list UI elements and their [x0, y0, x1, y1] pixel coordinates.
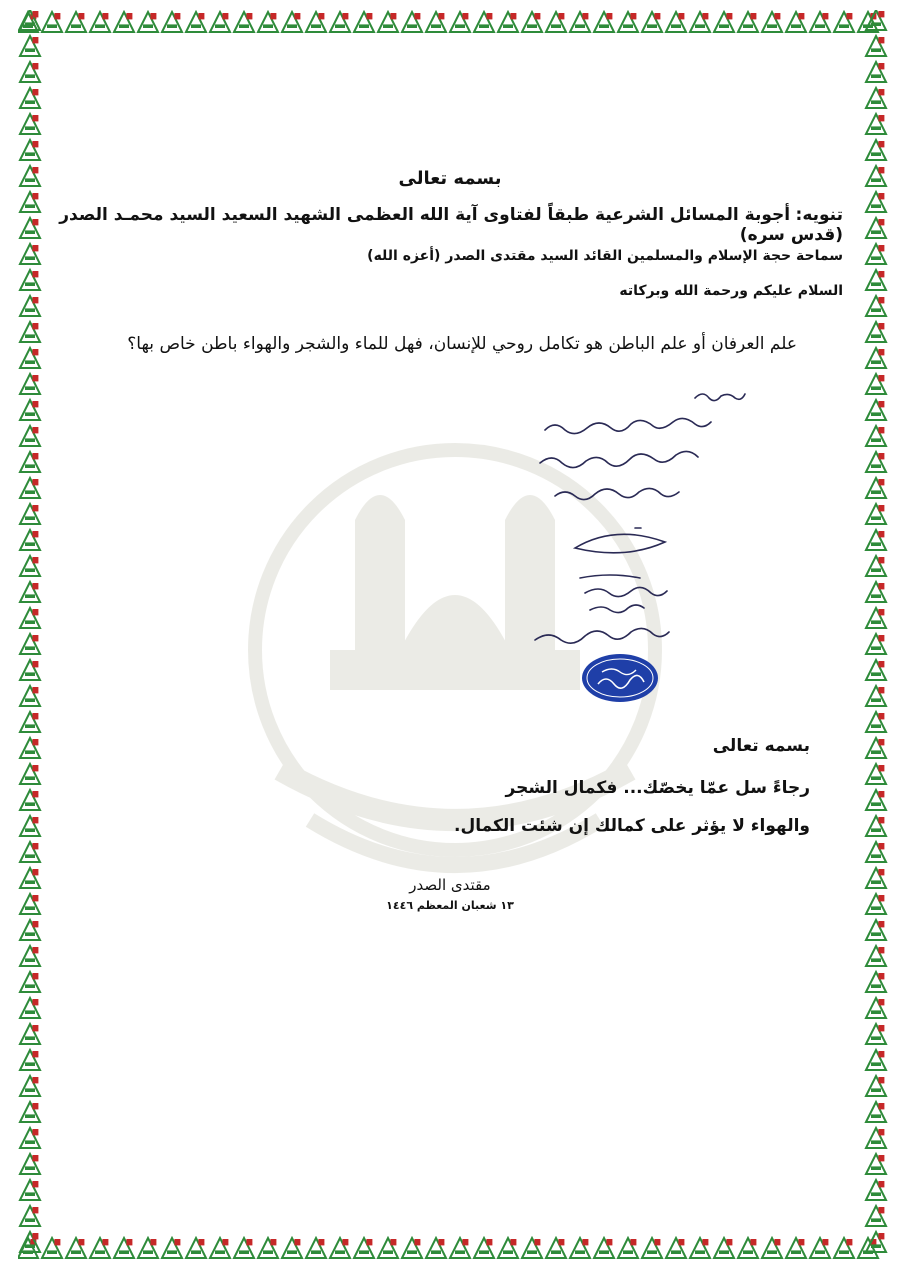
- border-motif: [20, 660, 40, 680]
- border-motif: [666, 1238, 686, 1258]
- border-motif: [866, 400, 886, 420]
- border-motif: [762, 1238, 782, 1258]
- border-motif: [282, 12, 302, 32]
- border-motif: [866, 686, 886, 706]
- notice-label: تنويه:: [795, 205, 843, 225]
- border-motif: [866, 36, 886, 56]
- border-motif: [20, 1076, 40, 1096]
- border-motif: [20, 1050, 40, 1070]
- addressee-line: سماحة حجة الإسلام والمسلمين القائد السيد مقتدى الصدر (أعزه الله): [367, 248, 843, 264]
- border-motif: [20, 322, 40, 342]
- border-motif: [690, 12, 710, 32]
- border-motif: [594, 1238, 614, 1258]
- border-motif: [20, 478, 40, 498]
- greeting-line: السلام عليكم ورحمة الله وبركاته: [619, 283, 843, 299]
- border-motif: [426, 1238, 446, 1258]
- border-motif: [866, 88, 886, 108]
- border-motif: [866, 556, 886, 576]
- border-motif: [474, 12, 494, 32]
- border-motif: [866, 1102, 886, 1122]
- border-motif: [20, 114, 40, 134]
- border-motif: [866, 166, 886, 186]
- border-motif: [866, 816, 886, 836]
- border-motif: [20, 686, 40, 706]
- border-motif: [306, 12, 326, 32]
- border-motif: [20, 452, 40, 472]
- border-motif: [570, 12, 590, 32]
- border-motif: [20, 920, 40, 940]
- border-motif: [866, 1232, 886, 1252]
- border-motif: [20, 1232, 40, 1252]
- border-motif: [20, 998, 40, 1018]
- border-motif: [866, 1024, 886, 1044]
- border-motif: [378, 12, 398, 32]
- border-motif: [866, 530, 886, 550]
- border-motif: [762, 12, 782, 32]
- border-motif: [866, 140, 886, 160]
- border-motif: [866, 244, 886, 264]
- border-motif: [450, 12, 470, 32]
- border-motif: [20, 634, 40, 654]
- seal-stamp: [580, 652, 660, 704]
- border-motif: [866, 842, 886, 862]
- document-basmala: بسمه تعالى: [398, 168, 502, 189]
- border-motif: [90, 1238, 110, 1258]
- border-motif: [330, 1238, 350, 1258]
- border-motif: [866, 1180, 886, 1200]
- border-motif: [866, 1128, 886, 1148]
- border-motif: [866, 192, 886, 212]
- border-motif: [866, 660, 886, 680]
- border-motif: [866, 764, 886, 784]
- border-motif: [866, 1050, 886, 1070]
- border-motif: [642, 12, 662, 32]
- border-motif: [354, 1238, 374, 1258]
- border-motif: [666, 12, 686, 32]
- border-motif: [354, 12, 374, 32]
- border-motif: [20, 88, 40, 108]
- border-motif: [866, 790, 886, 810]
- border-motif: [234, 12, 254, 32]
- border-motif: [20, 972, 40, 992]
- border-motif: [866, 62, 886, 82]
- border-motif: [138, 1238, 158, 1258]
- border-motif: [378, 1238, 398, 1258]
- border-motif: [866, 634, 886, 654]
- border-motif: [20, 1024, 40, 1044]
- border-motif: [866, 920, 886, 940]
- border-motif: [738, 12, 758, 32]
- border-motif: [786, 1238, 806, 1258]
- border-motif: [20, 374, 40, 394]
- border-motif: [866, 114, 886, 134]
- border-motif: [866, 712, 886, 732]
- border-motif: [20, 348, 40, 368]
- border-motif: [866, 478, 886, 498]
- border-motif: [20, 1206, 40, 1226]
- border-motif: [450, 1238, 470, 1258]
- border-motif: [866, 1154, 886, 1174]
- border-motif: [866, 946, 886, 966]
- border-motif: [738, 1238, 758, 1258]
- border-motif: [402, 12, 422, 32]
- typed-reply-line: والهواء لا يؤثر على كمالك إن شئت الكمال.: [454, 816, 810, 836]
- border-motif: [20, 270, 40, 290]
- border-motif: [866, 296, 886, 316]
- border-motif: [162, 1238, 182, 1258]
- border-motif: [20, 1180, 40, 1200]
- border-motif: [866, 998, 886, 1018]
- border-motif: [20, 868, 40, 888]
- border-motif: [20, 1154, 40, 1174]
- border-motif: [210, 12, 230, 32]
- border-motif: [20, 842, 40, 862]
- border-motif: [834, 1238, 854, 1258]
- border-motif: [426, 12, 446, 32]
- border-motif: [866, 452, 886, 472]
- border-motif: [402, 1238, 422, 1258]
- border-motif: [20, 218, 40, 238]
- border-motif: [522, 12, 542, 32]
- border-motif: [186, 1238, 206, 1258]
- border-motif: [810, 12, 830, 32]
- border-motif: [714, 1238, 734, 1258]
- border-motif: [866, 322, 886, 342]
- border-motif: [42, 1238, 62, 1258]
- signature-date: ١٣ شعبان المعظم ١٤٤٦: [386, 899, 514, 912]
- border-motif: [20, 166, 40, 186]
- border-motif: [20, 582, 40, 602]
- border-motif: [20, 946, 40, 966]
- border-motif: [866, 348, 886, 368]
- border-motif: [20, 140, 40, 160]
- border-motif: [282, 1238, 302, 1258]
- border-motif: [866, 218, 886, 238]
- border-motif: [186, 12, 206, 32]
- decorative-border-right: [864, 10, 888, 1260]
- border-motif: [330, 12, 350, 32]
- signature-name: مقتدى الصدر: [409, 876, 491, 894]
- question-text: علم العرفان أو علم الباطن هو تكامل روحي للإنسان، فهل للماء والشجر والهواء باطن خاص بها؟: [127, 334, 797, 354]
- border-motif: [20, 244, 40, 264]
- border-motif: [866, 270, 886, 290]
- border-motif: [810, 1238, 830, 1258]
- border-motif: [20, 1102, 40, 1122]
- border-motif: [20, 1128, 40, 1148]
- border-motif: [498, 12, 518, 32]
- border-motif: [20, 530, 40, 550]
- border-motif: [20, 36, 40, 56]
- border-motif: [20, 10, 40, 30]
- border-motif: [20, 790, 40, 810]
- border-motif: [20, 816, 40, 836]
- border-motif: [866, 1076, 886, 1096]
- border-motif: [162, 12, 182, 32]
- handwritten-reply: [525, 378, 775, 648]
- border-motif: [866, 504, 886, 524]
- border-motif: [20, 400, 40, 420]
- notice-body: أجوبة المسائل الشرعية طبقاً لفتاوى آية الله العظمى الشهيد السعيد السيد محمـد الصدر (قدس سره): [59, 205, 843, 245]
- border-motif: [786, 12, 806, 32]
- border-motif: [20, 426, 40, 446]
- border-motif: [210, 1238, 230, 1258]
- border-motif: [866, 894, 886, 914]
- border-motif: [866, 426, 886, 446]
- border-motif: [114, 1238, 134, 1258]
- border-motif: [866, 608, 886, 628]
- border-motif: [306, 1238, 326, 1258]
- notice-paragraph: [53, 205, 843, 245]
- border-motif: [20, 608, 40, 628]
- border-motif: [258, 1238, 278, 1258]
- border-motif: [20, 738, 40, 758]
- border-motif: [570, 1238, 590, 1258]
- decorative-border-top: [18, 10, 888, 34]
- border-motif: [90, 12, 110, 32]
- border-motif: [20, 296, 40, 316]
- typed-reply-line: رجاءً سل عمّا يخصّك... فكمال الشجر: [505, 778, 810, 798]
- border-motif: [20, 894, 40, 914]
- border-motif: [690, 1238, 710, 1258]
- border-motif: [234, 1238, 254, 1258]
- border-motif: [66, 12, 86, 32]
- border-motif: [474, 1238, 494, 1258]
- border-motif: [866, 972, 886, 992]
- border-motif: [618, 1238, 638, 1258]
- border-motif: [498, 1238, 518, 1258]
- border-motif: [866, 868, 886, 888]
- border-motif: [138, 12, 158, 32]
- border-motif: [20, 712, 40, 732]
- decorative-border-bottom: [18, 1236, 888, 1260]
- border-motif: [20, 504, 40, 524]
- border-motif: [546, 1238, 566, 1258]
- border-motif: [42, 12, 62, 32]
- border-motif: [866, 10, 886, 30]
- border-motif: [866, 374, 886, 394]
- border-motif: [20, 556, 40, 576]
- border-motif: [594, 12, 614, 32]
- border-motif: [20, 192, 40, 212]
- decorative-border-left: [18, 10, 42, 1260]
- border-motif: [546, 12, 566, 32]
- border-motif: [866, 738, 886, 758]
- border-motif: [714, 12, 734, 32]
- border-motif: [20, 62, 40, 82]
- border-motif: [866, 1206, 886, 1226]
- border-motif: [66, 1238, 86, 1258]
- border-motif: [258, 12, 278, 32]
- border-motif: [866, 582, 886, 602]
- border-motif: [522, 1238, 542, 1258]
- border-motif: [20, 764, 40, 784]
- border-motif: [642, 1238, 662, 1258]
- border-motif: [114, 12, 134, 32]
- border-motif: [618, 12, 638, 32]
- typed-reply-title: بسمه تعالى: [712, 736, 810, 756]
- border-motif: [834, 12, 854, 32]
